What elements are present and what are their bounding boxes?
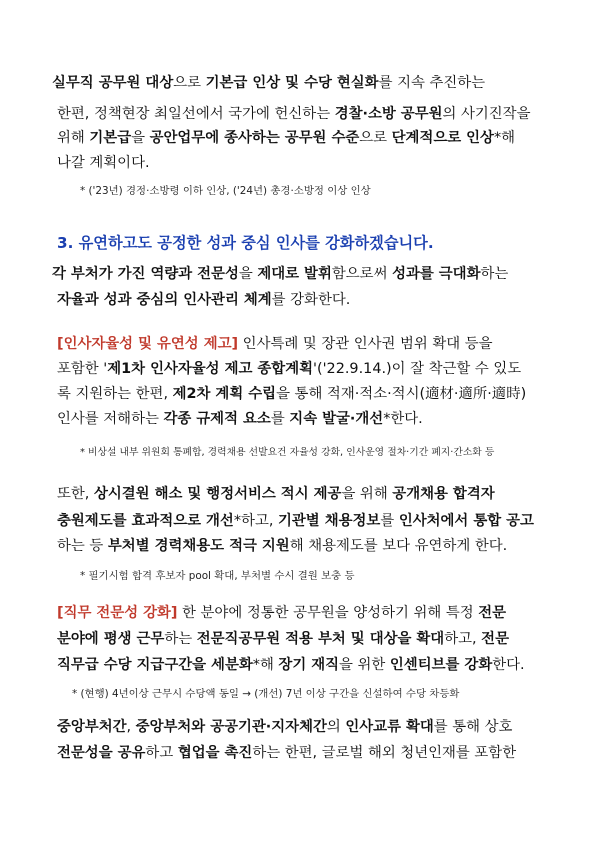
text: 전문직공무원 적용 부처 및 대상을 확대: [196, 631, 445, 647]
text: 분야에 평생 근무: [57, 631, 165, 647]
para2-line2: [57, 290, 350, 310]
para3-line2: [57, 359, 521, 379]
text: 인센티브를 강화: [389, 657, 493, 673]
footnote: * ('23년) 경정·소방령 이하 인상, ('24년) 총경·소방정 이상 인상: [80, 185, 371, 197]
text: *하고,: [233, 513, 278, 529]
text: 또한,: [57, 486, 94, 502]
para6-line1: [57, 717, 512, 737]
text: 의: [326, 719, 346, 735]
text: 각종 규제적 요소: [163, 411, 271, 427]
text: *해: [493, 130, 516, 146]
text: 을: [131, 130, 150, 146]
text: 실무직 공무원 대상: [52, 75, 174, 91]
text: 하고,: [444, 631, 482, 647]
para2-line1: [52, 264, 508, 284]
text: 제2차 계획 수립: [172, 386, 277, 402]
para4-line2: [57, 511, 534, 531]
text: 상시결원 해소 및 행정서비스 적시 제공: [93, 486, 342, 502]
text: 을 통해 적재·적소·적시(適材·適所·適時): [276, 386, 527, 402]
text: 제1차 인사자율성 제고 종합계획: [107, 361, 314, 377]
text: 한 분야에 정통한 공무원을 양성하기 위해 특정: [177, 605, 479, 621]
para3-line1: [57, 334, 493, 354]
text: 하는: [164, 631, 197, 647]
text: 부처별 경력채용도 적극 지원: [107, 538, 290, 554]
text: 를: [270, 411, 290, 427]
text: 각 부처가 가진 역량과 전문성: [52, 266, 239, 282]
text: 의 사기진작을: [442, 106, 531, 122]
text: 한다.: [492, 657, 525, 673]
footnote: * 비상설 내부 위원회 통폐합, 경력채용 선발요건 자율성 강화, 인사운영 절차·기간 폐지·간소화 등: [80, 447, 495, 458]
text: 기본급: [89, 130, 132, 146]
para3-line4: [57, 409, 423, 429]
text: 전문: [478, 605, 507, 621]
text: 를 지속 추진하는: [378, 75, 486, 91]
para1-line1: [52, 73, 485, 93]
text: 공안업무에 종사하는 공무원 수준: [149, 130, 360, 146]
text: 함으로써: [331, 266, 393, 282]
text: 를 통해 상호: [433, 719, 513, 735]
text: 를: [380, 513, 399, 529]
para3-line3: [57, 384, 526, 404]
text: 인사처에서 통합 공고: [398, 513, 534, 529]
text: 중앙부처간: [57, 719, 127, 735]
para1-line3: [57, 128, 515, 148]
text: 을 위한: [339, 657, 390, 673]
text: 중앙부처와 공공기관·지자체간: [135, 719, 327, 735]
text: 를 강화한다.: [271, 292, 351, 308]
text: 자율과 성과 중심의 인사관리 체계: [57, 292, 272, 308]
text: 인사를 저해하는: [57, 411, 164, 427]
text: *해: [252, 657, 279, 673]
text: 공개채용 합격자: [392, 486, 495, 502]
text: 인사특례 및 장관 인사권 범위 확대 등을: [238, 336, 493, 352]
para1-line4: 나갈 계획이다.: [57, 155, 150, 171]
para4-line1: [57, 484, 495, 504]
text: 지속 발굴·개선: [289, 411, 384, 427]
text: 성과를 극대화: [392, 266, 481, 282]
text: *한다.: [383, 411, 423, 427]
text: 인사교류 확대: [345, 719, 434, 735]
text: 경찰·소방 공무원: [334, 106, 443, 122]
text: 직무급 수당 지급구간을 세분화: [57, 657, 253, 673]
text: 하는: [480, 266, 509, 282]
para1-line2: [57, 104, 530, 124]
text: 장기 재직: [278, 657, 340, 673]
text: ,: [126, 719, 136, 735]
text: 록 지원하는 한편,: [57, 386, 173, 402]
text: 전문성을 공유: [57, 745, 146, 761]
text: 단계적으로 인상: [391, 130, 494, 146]
footnote: * (현행) 4년이상 근무시 수당액 동일 → (개선) 7년 이상 구간을 신설하여 수당 차등화: [72, 688, 460, 700]
text: 을 위해: [341, 486, 393, 502]
footnote: * 필기시험 합격 후보자 pool 확대, 부처별 수시 결원 보충 등: [80, 570, 355, 582]
text: '('22.9.14.)이 잘 착근할 수 있도: [313, 361, 522, 377]
text: 기본급 인상 및 수당 현실화: [205, 75, 379, 91]
text: 전문: [481, 631, 509, 647]
para4-line3: [57, 536, 507, 556]
text: 충원제도를 효과적으로 개선: [57, 513, 234, 529]
text: 하는 한편, 글로벌 해외 청년인재를 포함한: [252, 745, 517, 761]
text: 하고: [145, 745, 178, 761]
section-title: 3. 유연하고도 공정한 성과 중심 인사를 강화하겠습니다.: [57, 234, 434, 252]
text: 기관별 채용정보: [278, 513, 381, 529]
text: 해 채용제도를 보다 유연하게 한다.: [289, 538, 508, 554]
para5-line2: [57, 629, 509, 649]
text: 을: [238, 266, 258, 282]
para6-line2: [57, 743, 516, 763]
text: 한편, 정책현장 최일선에서 국가에 헌신하는: [57, 106, 335, 122]
para5-line3: [57, 655, 525, 675]
section-tag: [인사자율성 및 유연성 제고]: [57, 336, 239, 352]
text: 제대로 발휘: [257, 266, 332, 282]
text: 위해: [57, 130, 90, 146]
section-tag: [직무 전문성 강화]: [57, 605, 178, 621]
text: 으로: [173, 75, 206, 91]
text: 협업을 촉진: [177, 745, 253, 761]
text: 포함한 ': [57, 361, 108, 377]
para5-line1: [57, 603, 506, 623]
text: 하는 등: [57, 538, 108, 554]
text: 으로: [359, 130, 392, 146]
